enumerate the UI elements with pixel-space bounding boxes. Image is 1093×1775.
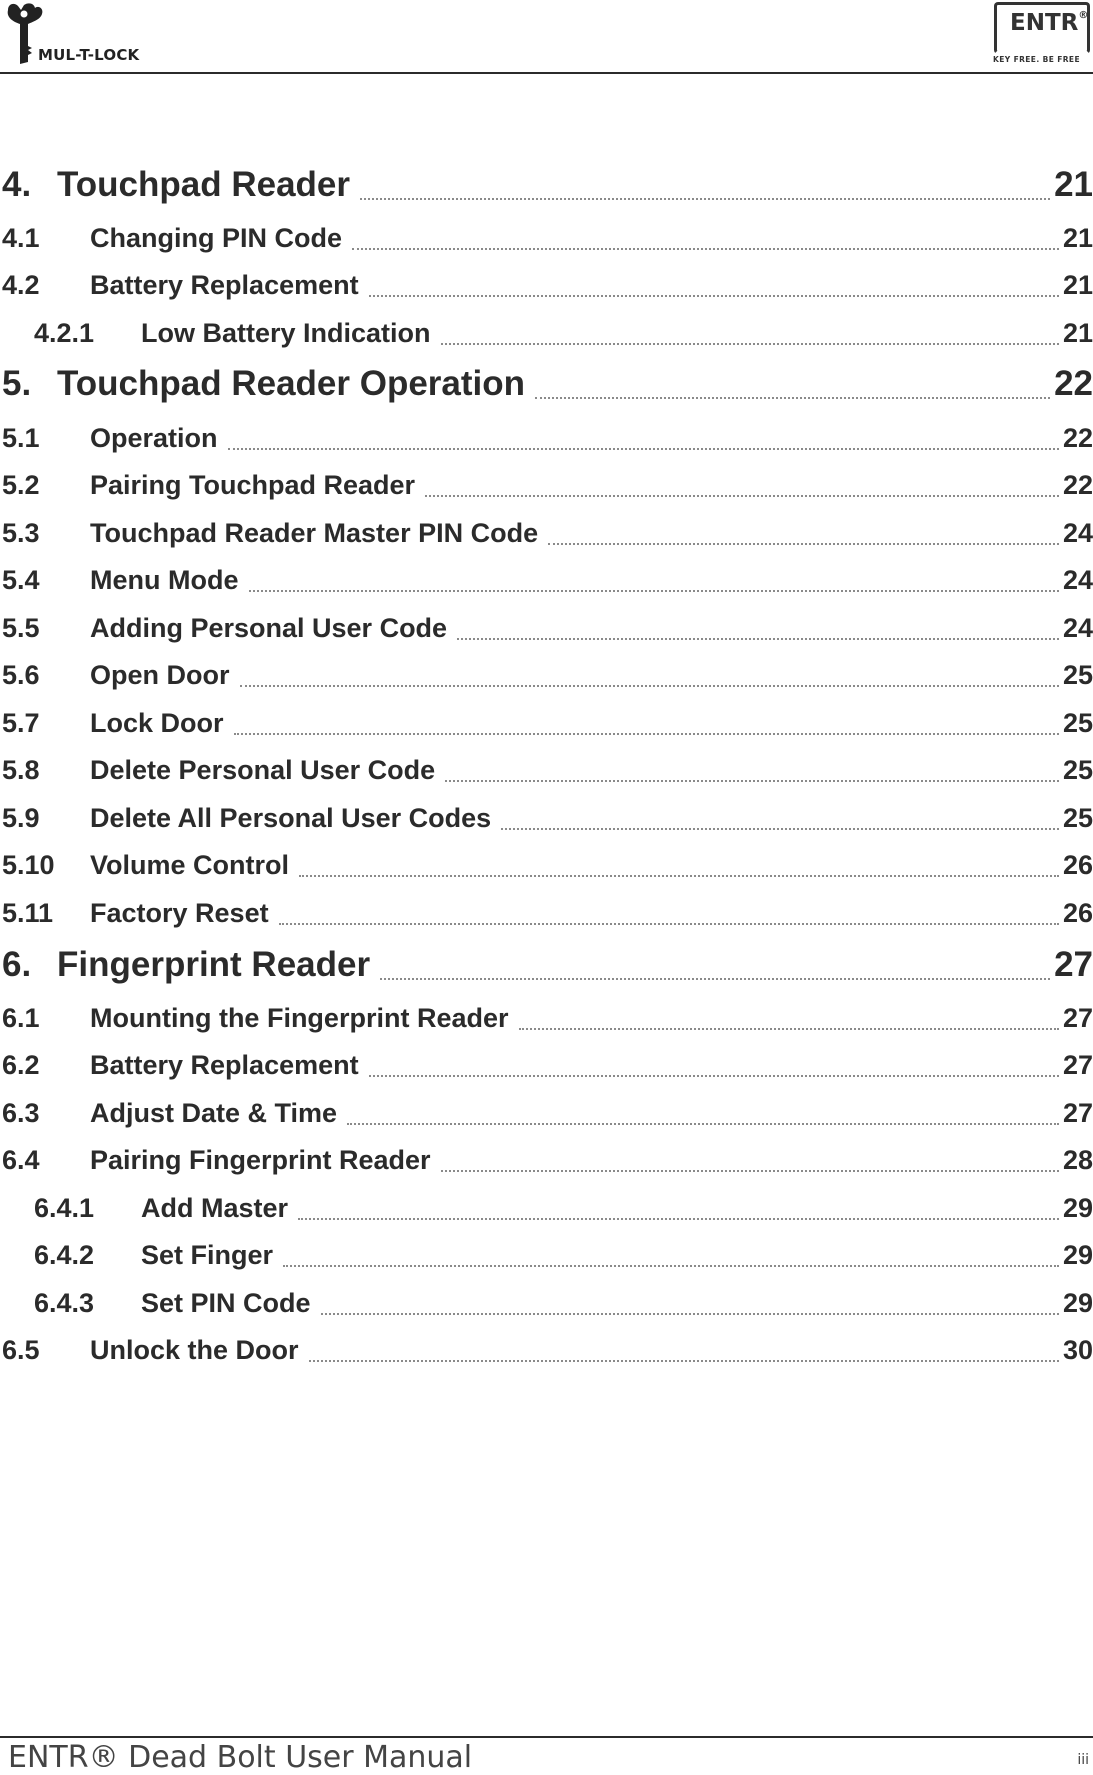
toc-entry[interactable]: [0, 1093, 1093, 1137]
toc-leader-dots: [369, 295, 1059, 297]
toc-entry-page: 27: [1054, 945, 1093, 984]
toc-entry-title: Set PIN Code: [141, 1288, 311, 1318]
toc-entry-page: 24: [1062, 613, 1093, 643]
toc-entry[interactable]: [0, 750, 1093, 794]
toc-entry-number: 5.4: [2, 565, 40, 595]
toc-entry[interactable]: [0, 655, 1093, 699]
toc-leader-dots: [548, 543, 1059, 545]
toc-entry-title: Touchpad Reader Master PIN Code: [90, 518, 539, 548]
toc-entry[interactable]: [0, 1283, 1093, 1327]
toc-entry-page: 27: [1062, 1098, 1093, 1128]
toc-entry[interactable]: [0, 560, 1093, 604]
toc-leader-dots: [228, 448, 1059, 450]
toc-entry-title: Battery Replacement: [90, 270, 359, 300]
toc-entry-title: Adjust Date & Time: [90, 1098, 338, 1128]
page-header: [0, 0, 1093, 74]
toc-entry-title: Set Finger: [141, 1240, 274, 1270]
toc-entry-page: 22: [1062, 470, 1093, 500]
toc-entry-title: Delete All Personal User Codes: [90, 803, 492, 833]
toc-leader-dots: [309, 1360, 1059, 1362]
toc-entry-number: 5.5: [2, 613, 40, 643]
toc-entry[interactable]: [0, 703, 1093, 747]
toc-entry-page: 30: [1062, 1335, 1093, 1365]
toc-leader-dots: [425, 495, 1059, 497]
toc-leader-dots: [519, 1028, 1059, 1030]
toc-entry-number: 4.2.1: [34, 318, 95, 348]
footer-title: ENTR® Dead Bolt User Manual: [8, 1740, 473, 1775]
toc-entry-number: 6.4.1: [34, 1193, 95, 1223]
toc-entry[interactable]: [0, 893, 1093, 937]
toc-entry[interactable]: [0, 165, 1093, 212]
toc-entry[interactable]: [0, 798, 1093, 842]
toc-entry-page: 21: [1062, 270, 1093, 300]
toc-leader-dots: [380, 978, 1050, 980]
toc-leader-dots: [321, 1313, 1059, 1315]
toc-entry[interactable]: [0, 465, 1093, 509]
toc-entry-page: 22: [1062, 423, 1093, 453]
toc-entry[interactable]: [0, 418, 1093, 462]
toc-entry-number: 5.8: [2, 755, 40, 785]
toc-entry-page: 21: [1062, 318, 1093, 348]
toc-entry[interactable]: [0, 1235, 1093, 1279]
toc-entry-page: 26: [1062, 898, 1093, 928]
toc-leader-dots: [369, 1075, 1059, 1077]
brand-name: MUL-T-LOCK: [38, 46, 140, 64]
toc-entry-title: Lock Door: [90, 708, 224, 738]
toc-entry-number: 5.: [2, 364, 32, 403]
toc-entry-title: Volume Control: [90, 850, 289, 880]
registered-mark: ®: [1078, 10, 1089, 21]
toc-leader-dots: [240, 685, 1059, 687]
toc-entry-number: 5.3: [2, 518, 40, 548]
toc-entry[interactable]: [0, 1045, 1093, 1089]
toc-entry-title: Delete Personal User Code: [90, 755, 436, 785]
toc-leader-dots: [234, 733, 1059, 735]
toc-entry[interactable]: [0, 1140, 1093, 1184]
toc-entry-number: 4.: [2, 165, 32, 204]
toc-entry-page: 29: [1062, 1193, 1093, 1223]
toc-entry-title: Menu Mode: [90, 565, 239, 595]
toc-entry[interactable]: [0, 265, 1093, 309]
toc-leader-dots: [352, 248, 1059, 250]
toc-entry-title: Touchpad Reader: [57, 165, 351, 204]
toc-entry-title: Factory Reset: [90, 898, 269, 928]
toc-entry-page: 29: [1062, 1288, 1093, 1318]
toc-entry-number: 5.11: [2, 898, 54, 928]
toc-entry-number: 5.9: [2, 803, 40, 833]
toc-entry[interactable]: [0, 218, 1093, 262]
toc-entry[interactable]: [0, 845, 1093, 889]
toc-entry-number: 5.6: [2, 660, 40, 690]
toc-leader-dots: [360, 198, 1050, 200]
entr-logo: ENTR®: [1010, 10, 1089, 36]
toc-entry-page: 24: [1062, 518, 1093, 548]
toc-entry-number: 5.10: [2, 850, 55, 880]
toc-leader-dots: [457, 638, 1059, 640]
toc-leader-dots: [283, 1265, 1059, 1267]
toc-leader-dots: [501, 828, 1059, 830]
toc-entry[interactable]: [0, 1330, 1093, 1374]
toc-entry-title: Fingerprint Reader: [57, 945, 371, 984]
toc-entry-number: 6.: [2, 945, 32, 984]
toc-leader-dots: [299, 875, 1059, 877]
toc-entry[interactable]: [0, 998, 1093, 1042]
toc-entry-number: 6.1: [2, 1003, 40, 1033]
toc-leader-dots: [441, 343, 1059, 345]
toc-entry-page: 25: [1062, 803, 1093, 833]
footer-page-number: iii: [1077, 1752, 1089, 1768]
toc-leader-dots: [445, 780, 1059, 782]
toc-entry-number: 4.2: [2, 270, 40, 300]
toc-entry-title: Battery Replacement: [90, 1050, 359, 1080]
toc-leader-dots: [347, 1123, 1059, 1125]
toc-entry-title: Pairing Fingerprint Reader: [90, 1145, 431, 1175]
toc-entry-number: 6.4.2: [34, 1240, 95, 1270]
toc-entry-page: 29: [1062, 1240, 1093, 1270]
toc-entry[interactable]: [0, 364, 1093, 411]
toc-entry[interactable]: [0, 313, 1093, 357]
toc-entry-title: Low Battery Indication: [141, 318, 431, 348]
toc-entry-page: 27: [1062, 1003, 1093, 1033]
toc-entry-title: Mounting the Fingerprint Reader: [90, 1003, 509, 1033]
toc-leader-dots: [298, 1218, 1059, 1220]
toc-entry-title: Adding Personal User Code: [90, 613, 448, 643]
toc-entry[interactable]: [0, 513, 1093, 557]
toc-entry-number: 6.4.3: [34, 1288, 95, 1318]
toc-entry-number: 6.3: [2, 1098, 40, 1128]
toc-leader-dots: [249, 590, 1059, 592]
entr-tagline: KEY FREE. BE FREE: [993, 55, 1080, 64]
toc-entry-page: 25: [1062, 755, 1093, 785]
toc-entry-page: 28: [1062, 1145, 1093, 1175]
toc-entry[interactable]: [0, 1188, 1093, 1232]
toc-entry-page: 25: [1062, 708, 1093, 738]
toc-entry-title: Touchpad Reader Operation: [57, 364, 526, 403]
toc-entry-title: Open Door: [90, 660, 230, 690]
toc-entry-title: Add Master: [141, 1193, 289, 1223]
toc-entry[interactable]: [0, 608, 1093, 652]
toc-entry-number: 5.2: [2, 470, 40, 500]
toc-entry-number: 5.7: [2, 708, 40, 738]
toc-leader-dots: [279, 923, 1059, 925]
toc-entry-number: 6.2: [2, 1050, 40, 1080]
toc-entry-page: 21: [1062, 223, 1093, 253]
toc-entry-page: 26: [1062, 850, 1093, 880]
toc-entry-number: 6.5: [2, 1335, 40, 1365]
toc-leader-dots: [535, 397, 1050, 399]
toc-entry-page: 22: [1054, 364, 1093, 403]
toc-entry-page: 27: [1062, 1050, 1093, 1080]
toc-entry-title: Changing PIN Code: [90, 223, 342, 253]
toc-entry-number: 6.4: [2, 1145, 40, 1175]
toc-entry[interactable]: [0, 945, 1093, 992]
toc-entry-title: Unlock the Door: [90, 1335, 299, 1365]
toc-entry-number: 5.1: [2, 423, 40, 453]
toc-entry-title: Pairing Touchpad Reader: [90, 470, 416, 500]
toc-leader-dots: [441, 1170, 1059, 1172]
page-footer: [0, 1736, 1093, 1775]
toc-entry-page: 21: [1054, 165, 1093, 204]
toc-entry-number: 4.1: [2, 223, 40, 253]
toc-entry-page: 24: [1062, 565, 1093, 595]
toc-entry-page: 25: [1062, 660, 1093, 690]
toc-entry-title: Operation: [90, 423, 218, 453]
